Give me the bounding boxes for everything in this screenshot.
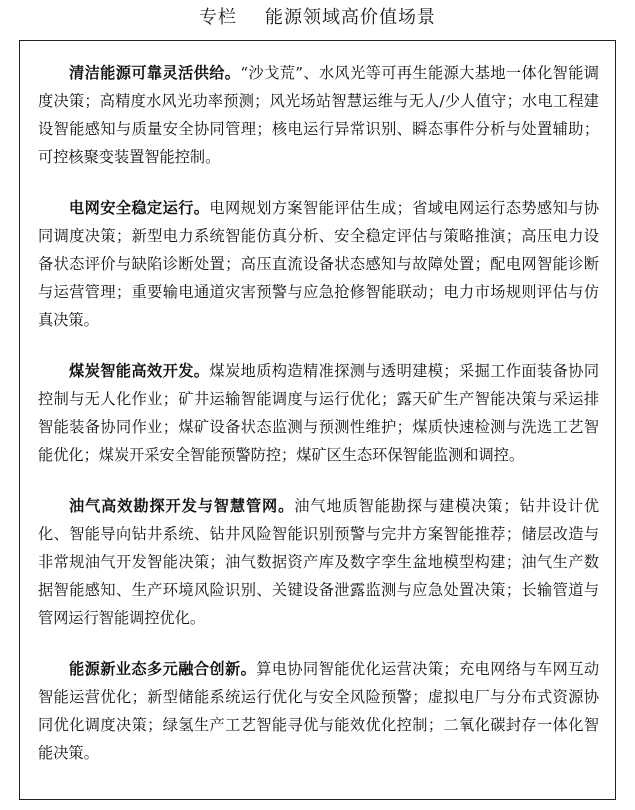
column-title: [0, 4, 635, 32]
column-title-text: 能源领域高价值场景: [265, 7, 436, 28]
section-body: 油气地质智能勘探与建模决策；钻井设计优化、智能导向钻井系统、钻井风险智能识别预警与完井方案智能推荐；储层改造与非常规油气开发智能决策；油气数据资产库及数字孪生盆地模型构建；油气生产数据智能感知、生产环境风险识别、关键设备泄露监测与应急处置决策；长输管道与管网运行智能调控优化。: [38, 497, 600, 627]
section-body: 算电协同智能优化运营决策；充电网络与车网互动智能运营优化；新型储能系统运行优化与安全风险预警；虚拟电厂与分布式资源协同优化调度决策；绿氢生产工艺智能寻优与能效优化控制；二氧化碳封存一体化智能决策。: [38, 660, 600, 762]
section-oil-gas: [38, 492, 599, 632]
column-title-prefix: 专栏: [199, 7, 237, 28]
section-heading: 清洁能源可靠灵活供给。: [69, 64, 241, 82]
section-power-grid: [38, 194, 599, 334]
section-body: 电网规划方案智能评估生成；省域电网运行态势感知与协同调度决策；新型电力系统智能仿真分析、安全稳定评估与策略推演；高压电力设备状态评价与缺陷诊断处置；高压直流设备状态感知与故障处置；配电网智能诊断与运营管理；重要输电通道灾害预警与应急抢修智能联动；电力市场规则评估与仿真决策。: [38, 199, 600, 329]
section-coal: [38, 357, 599, 469]
section-heading: 煤炭智能高效开发。: [69, 362, 210, 380]
section-heading: 能源新业态多元融合创新。: [69, 660, 257, 678]
section-body: “沙戈荒”、水风光等可再生能源大基地一体化智能调度决策；高精度水风光功率预测；风光场站智慧运维与无人/少人值守；水电工程建设智能感知与质量安全协同管理；核电运行异常识别、瞬态事件分析与处置辅助；可控核聚变装置智能控制。: [38, 64, 599, 166]
section-clean-energy: [38, 59, 599, 171]
section-heading: 油气高效勘探开发与智慧管网。: [69, 497, 295, 515]
section-heading: 电网安全稳定运行。: [69, 199, 210, 217]
section-body: 煤炭地质构造精准探测与透明建模；采掘工作面装备协同控制与无人化作业；矿井运输智能调度与运行优化；露天矿生产智能决策与采运排智能装备协同作业；煤矿设备状态监测与预测性维护；煤质快速检测与洗选工艺智能优化；煤炭开采安全智能预警防控；煤矿区生态环保智能监测和调控。: [38, 362, 600, 464]
content-box: [19, 40, 616, 800]
section-new-energy-business: [38, 655, 599, 767]
